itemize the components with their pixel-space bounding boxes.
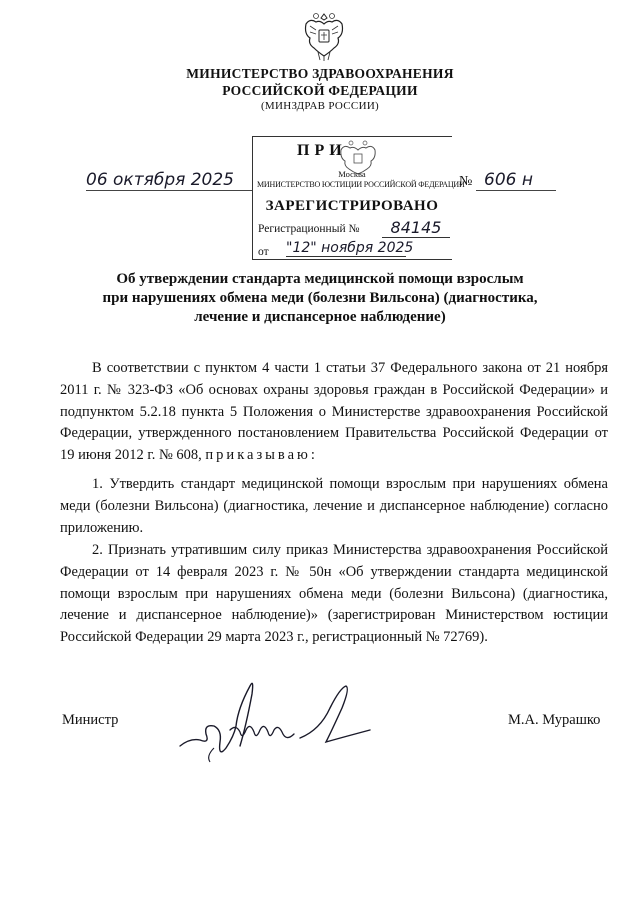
title-line-3: лечение и диспансерное наблюдение) <box>194 309 446 325</box>
stamp-city: Москва <box>338 169 366 179</box>
signatory-name: М.А. Мурашко <box>508 712 601 728</box>
order-heading: ПРИ <box>297 142 347 159</box>
stamp-registration-date: "12" ноября 2025 <box>286 240 414 256</box>
coat-of-arms-icon <box>302 8 346 62</box>
stamp-registration-number: 84145 <box>382 218 450 238</box>
order-number: 606 н <box>476 170 556 191</box>
clause-1: 1. Утвердить стандарт медицинской помощи взрослым при нарушениях обмена меди (болезни Вильсона) (диагностика, лечение и диспансерное наблюдение) согласно приложению. <box>60 476 608 536</box>
ministry-name-line1: МИНИСТЕРСТВО ЗДРАВООХРАНЕНИЯ <box>186 66 454 81</box>
handwritten-signature <box>170 668 390 768</box>
stamp-department: МИНИСТЕРСТВО ЮСТИЦИИ РОССИЙСКОЙ ФЕДЕРАЦИИ <box>257 180 465 189</box>
document-title <box>90 270 550 327</box>
stamp-registration-number-label: Регистрационный № <box>258 223 360 235</box>
signatory-position: Министр <box>62 712 119 728</box>
order-directive: приказываю: <box>205 447 318 464</box>
title-line-2: при нарушениях обмена меди (болезни Вильсона) (диагностика, <box>102 290 538 306</box>
preamble-paragraph <box>60 358 608 467</box>
order-date: 06 октября 2025 <box>86 170 252 191</box>
clause-2: 2. Признать утратившим силу приказ Министерства здравоохранения Российской Федерации от 14 февраля 2023 г. № 50н «Об утверждении стандарта медицинской помощи взрослым при нарушениях обмена меди (болезни Вильсона) (диагностика, лечение и диспансерное наблюдение)» (зарегистрирован Министерством юстиции Российской Федерации 29 марта 2023 г., регистрационный № 72769). <box>60 542 608 646</box>
stamp-registered-label: ЗАРЕГИСТРИРОВАНО <box>265 198 439 214</box>
stamp-date-prefix: от <box>258 246 269 258</box>
order-number-sign: № <box>459 174 473 189</box>
title-line-1: Об утверждении стандарта медицинской помощи взрослым <box>116 271 524 287</box>
ministry-name-line2: РОССИЙСКОЙ ФЕДЕРАЦИИ <box>222 83 418 98</box>
ministry-abbreviation: (МИНЗДРАВ РОССИИ) <box>260 100 380 112</box>
preamble-text: В соответствии с пунктом 4 части 1 статьи 37 Федерального закона от 21 ноября 2011 г. № 323-ФЗ «Об основах охраны здоровья граждан в Российской Федерации» и подпунктом 5.2.18 пункта 5 Положения о Министерстве здравоохранения Российской Федерации, утвержденного постановлением Правительства Российской Федерации от 19 июня 2012 г. № 608, <box>60 360 608 464</box>
